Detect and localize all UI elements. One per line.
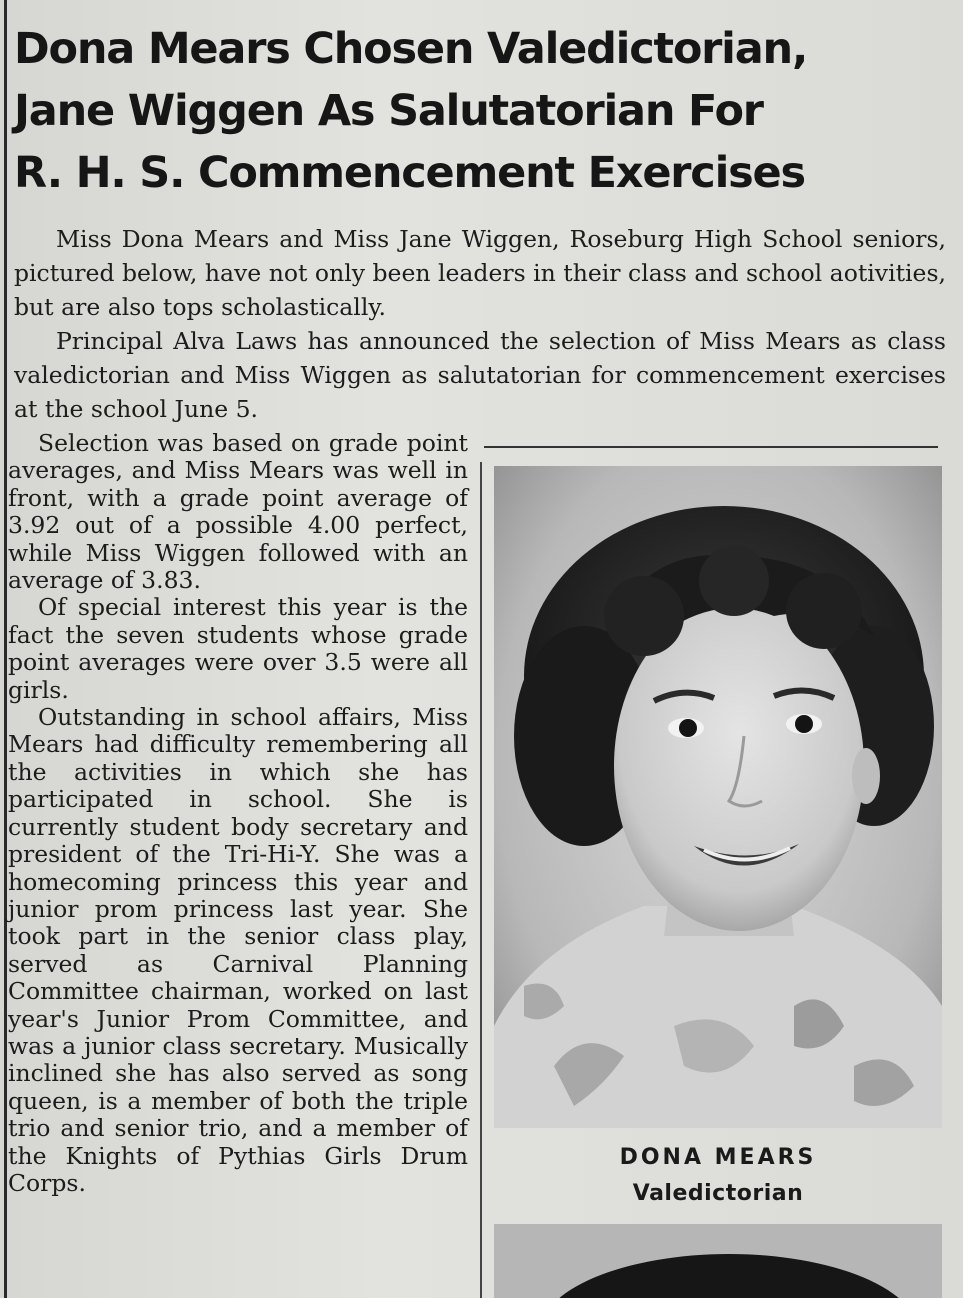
body-paragraph-2: Of special interest this year is the fact the seven students whose grade point averages were over 3.5 were all girls.	[8, 593, 468, 704]
headline-line-3: R. H. S. Commencement Exercises	[14, 148, 805, 198]
body-paragraph-3: Outstanding in school affairs, Miss Mears had difficulty remembering all the activities in which she has participated in school. She is currently student body secretary and president of the Tri-Hi-Y. She was a homecoming princess this year and junior prom princess last year. She took part in the senior class play, served as Carnival Planning Committee chairman, worked on last year's Junior Prom Committee, and was a junior class secretary. Musically inclined she has also served as song queen, is a member of both the triple trio and senior trio, and a member of the Knights of Pythias Girls Drum Corps.	[8, 703, 468, 1197]
body-paragraph-1: Selection was based on grade point averages, and Miss Mears was well in front, with a grade point average of 3.92 out of a possible 4.00 perfect, while Miss Wiggen followed with an average of 3.83.	[8, 429, 468, 595]
headline-line-2: Jane Wiggen As Salutatorian For	[14, 86, 763, 136]
portrait-photo	[494, 466, 942, 1128]
column-border	[4, 0, 7, 1298]
portrait-illustration	[494, 466, 942, 1128]
photo-caption	[494, 1140, 942, 1212]
caption-role: Valedictorian	[632, 1181, 804, 1206]
photo-top-rule	[484, 446, 938, 448]
intro-paragraph-2: Principal Alva Laws has announced the selection of Miss Mears as class valedictorian and Miss Wiggen as salutatorian for commencement exercises at the school June 5.	[14, 327, 946, 423]
column-divider	[480, 462, 482, 1298]
article-intro	[14, 222, 946, 426]
second-portrait-illustration	[494, 1224, 942, 1298]
headline	[14, 18, 954, 204]
second-portrait-photo	[494, 1224, 942, 1298]
intro-paragraph-1: Miss Dona Mears and Miss Jane Wiggen, Roseburg High School seniors, pictured below, have not only been leaders in their class and school aotivities, but are also tops scholastically.	[14, 225, 946, 321]
caption-name: DONA MEARS	[619, 1145, 817, 1170]
headline-line-1: Dona Mears Chosen Valedictorian,	[14, 24, 808, 74]
article-body	[8, 430, 468, 1197]
